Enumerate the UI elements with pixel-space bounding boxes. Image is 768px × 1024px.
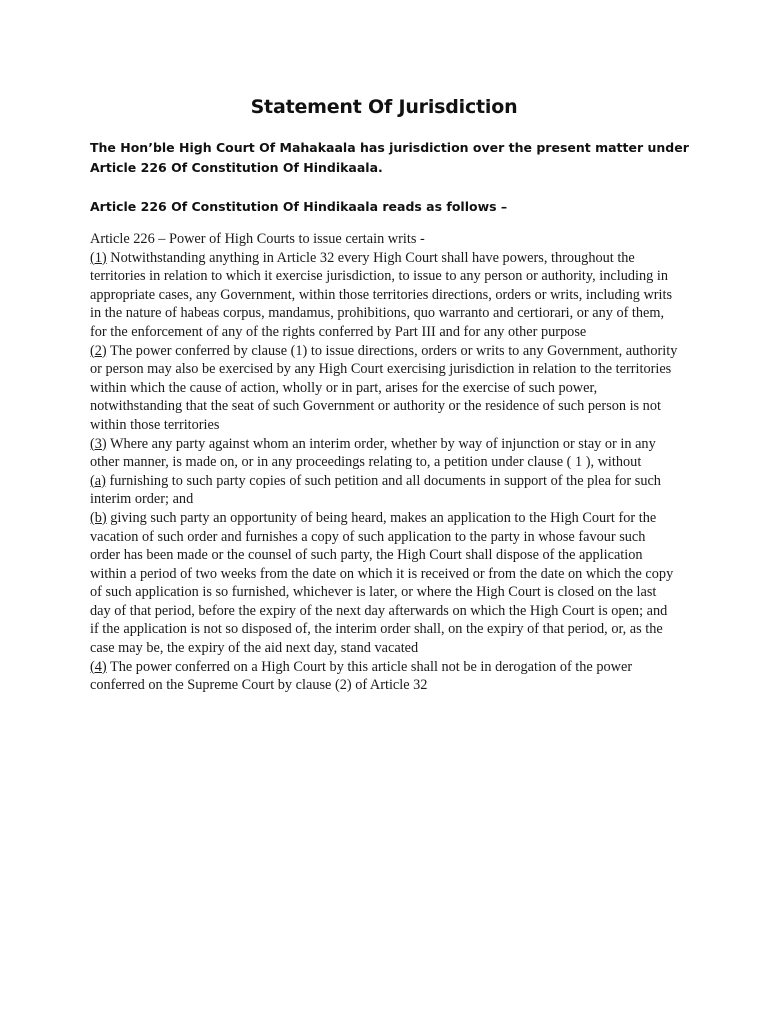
clause-text: giving such party an opportunity of being heard, makes an application to the High Court for the vacation of such order and furnishes a copy of such application to the party in whose favour such order has been made or the counsel of such party, the High Court shall dispose of the application within a period of two weeks from the date on which it is received or from the date on which the copy of such application is so furnished, whichever is later, or where the High Court is closed on the last day of that period, before the expiry of the next day afterwards on which the High Court is open; and if the application is not so disposed of, the interim order shall, on the expiry of that period, or, as the case may be, the expiry of the aid next day, stand vacated [90,509,674,657]
article-heading: Article 226 – Power of High Courts to issue certain writs - [90,231,425,247]
clause-number: (1) [90,249,107,266]
clause-3a [90,472,678,509]
article-text-block [90,230,678,695]
clause-number: (b) [90,509,107,526]
clause-2 [90,342,678,435]
clause-number: (2) [90,342,107,359]
clause-3 [90,435,678,472]
clause-text: furnishing to such party copies of such petition and all documents in support of the plea for such interim order; and [90,472,661,508]
clause-text: The power conferred by clause (1) to issue directions, orders or writs to any Government, authority or person may also be exercised by any High Court exercising jurisdiction in relation to the territories within which the cause of action, wholly or in part, arises for the exercise of such power, notwithstanding that the seat of such Government or authority or the residence of such person is not within those territories [90,342,678,433]
intro-paragraph [90,138,690,178]
clause-3b [90,509,678,658]
clause-number: (3) [90,435,107,452]
reads-as-heading: Article 226 Of Constitution Of Hindikaala reads as follows – [90,199,508,214]
clause-4 [90,658,678,695]
clause-text: Notwithstanding anything in Article 32 every High Court shall have powers, throughout the territories in relation to which it exercise jurisdiction, to issue to any person or authority, including in appropriate cases, any Government, within those territories directions, orders or writs, including writs in the nature of habeas corpus, mandamus, prohibitions, quo warranto and certiorari, or any of them, for the enforcement of any of the rights conferred by Part III and for any other purpose [90,249,673,340]
intro-text: The Hon’ble High Court Of Mahakaala has jurisdiction over the present matter under Article 226 Of Constitution Of Hindikaala. [90,140,689,175]
clause-text: The power conferred on a High Court by this article shall not be in derogation of the power conferred on the Supreme Court by clause (2) of Article 32 [90,658,633,694]
clause-number: (a) [90,472,106,489]
page-title: Statement Of Jurisdiction [250,96,518,118]
clause-number: (4) [90,658,107,675]
clause-text: Where any party against whom an interim order, whether by way of injunction or stay or in any other manner, is made on, or in any proceedings relating to, a petition under clause ( 1 ), without [90,435,656,471]
clause-1 [90,249,678,342]
